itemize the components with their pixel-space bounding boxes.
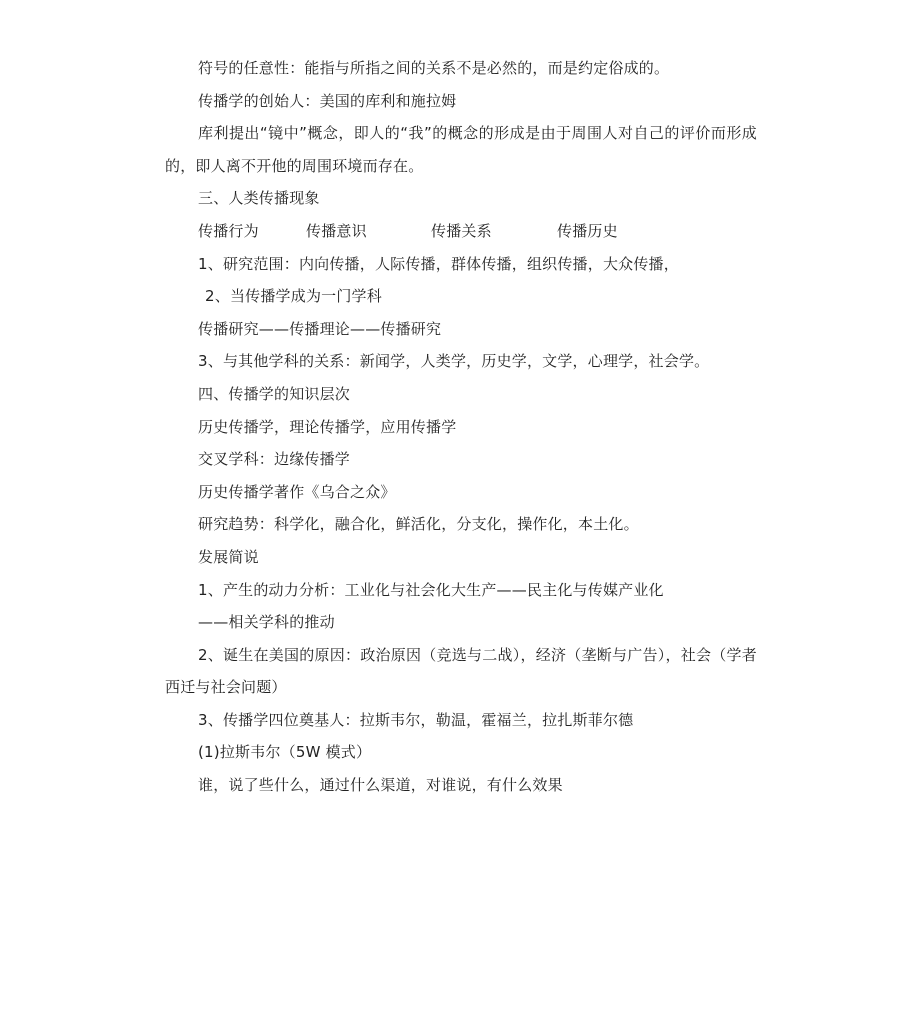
paragraph-5w-model: 谁，说了些什么，通过什么渠道，对谁说，有什么效果 [198,776,563,795]
paragraph-cross-discipline: 交叉学科：边缘传播学 [198,450,351,469]
paragraph-symbol-arbitrariness: 符号的任意性：能指与所指之间的关系不是必然的，而是约定俗成的。 [198,59,670,77]
paragraph-driving-forces: 1、产生的动力分析：工业化与社会化大生产——民主化与传媒产业化 [198,580,664,599]
heading-section-4: 四、传播学的知识层次 [198,384,351,403]
paragraph-related-disciplines: 3、与其他学科的关系：新闻学，人类学，历史学，文学，心理学，社会学。 [198,352,710,371]
column-relations: 传播关系 [431,221,492,240]
column-behavior: 传播行为 [198,221,259,240]
paragraph-looking-glass: 库利提出“镜中”概念，即人的“我”的概念的形成是由于周围人对自己的评价而形成的，即人离不开他的周围环境而存在。 [165,124,757,175]
paragraph-related-push: ——相关学科的推动 [198,613,335,632]
paragraph-knowledge-levels: 历史传播学，理论传播学，应用传播学 [198,417,457,436]
paragraph-founders: 传播学的创始人：美国的库利和施拉姆 [198,91,457,110]
phenomena-columns [165,215,757,248]
heading-development: 发展简说 [198,547,259,566]
column-history: 传播历史 [557,221,618,240]
paragraph-research-trends: 研究趋势：科学化，融合化，鲜活化，分支化，操作化，本土化。 [198,515,639,534]
paragraph-research-scope: 1、研究范围：内向传播，人际传播，群体传播，组织传播，大众传播， [198,254,679,273]
heading-section-3: 三、人类传播现象 [198,189,320,208]
paragraph-lasswell: (1)拉斯韦尔（5W 模式） [198,743,372,762]
paragraph-research-cycle: 传播研究——传播理论——传播研究 [198,319,442,338]
paragraph-four-founders: 3、传播学四位奠基人：拉斯韦尔，勒温，霍福兰，拉扎斯菲尔德 [198,710,634,729]
paragraph-discipline: 2、当传播学成为一门学科 [205,287,382,306]
column-awareness: 传播意识 [306,221,367,240]
document-body [165,52,757,802]
paragraph-crowd-book: 历史传播学著作《乌合之众》 [198,482,396,501]
paragraph-us-origin: 2、诞生在美国的原因：政治原因（竞选与二战），经济（垄断与广告），社会（学者西迁与社会问题） [165,645,757,697]
